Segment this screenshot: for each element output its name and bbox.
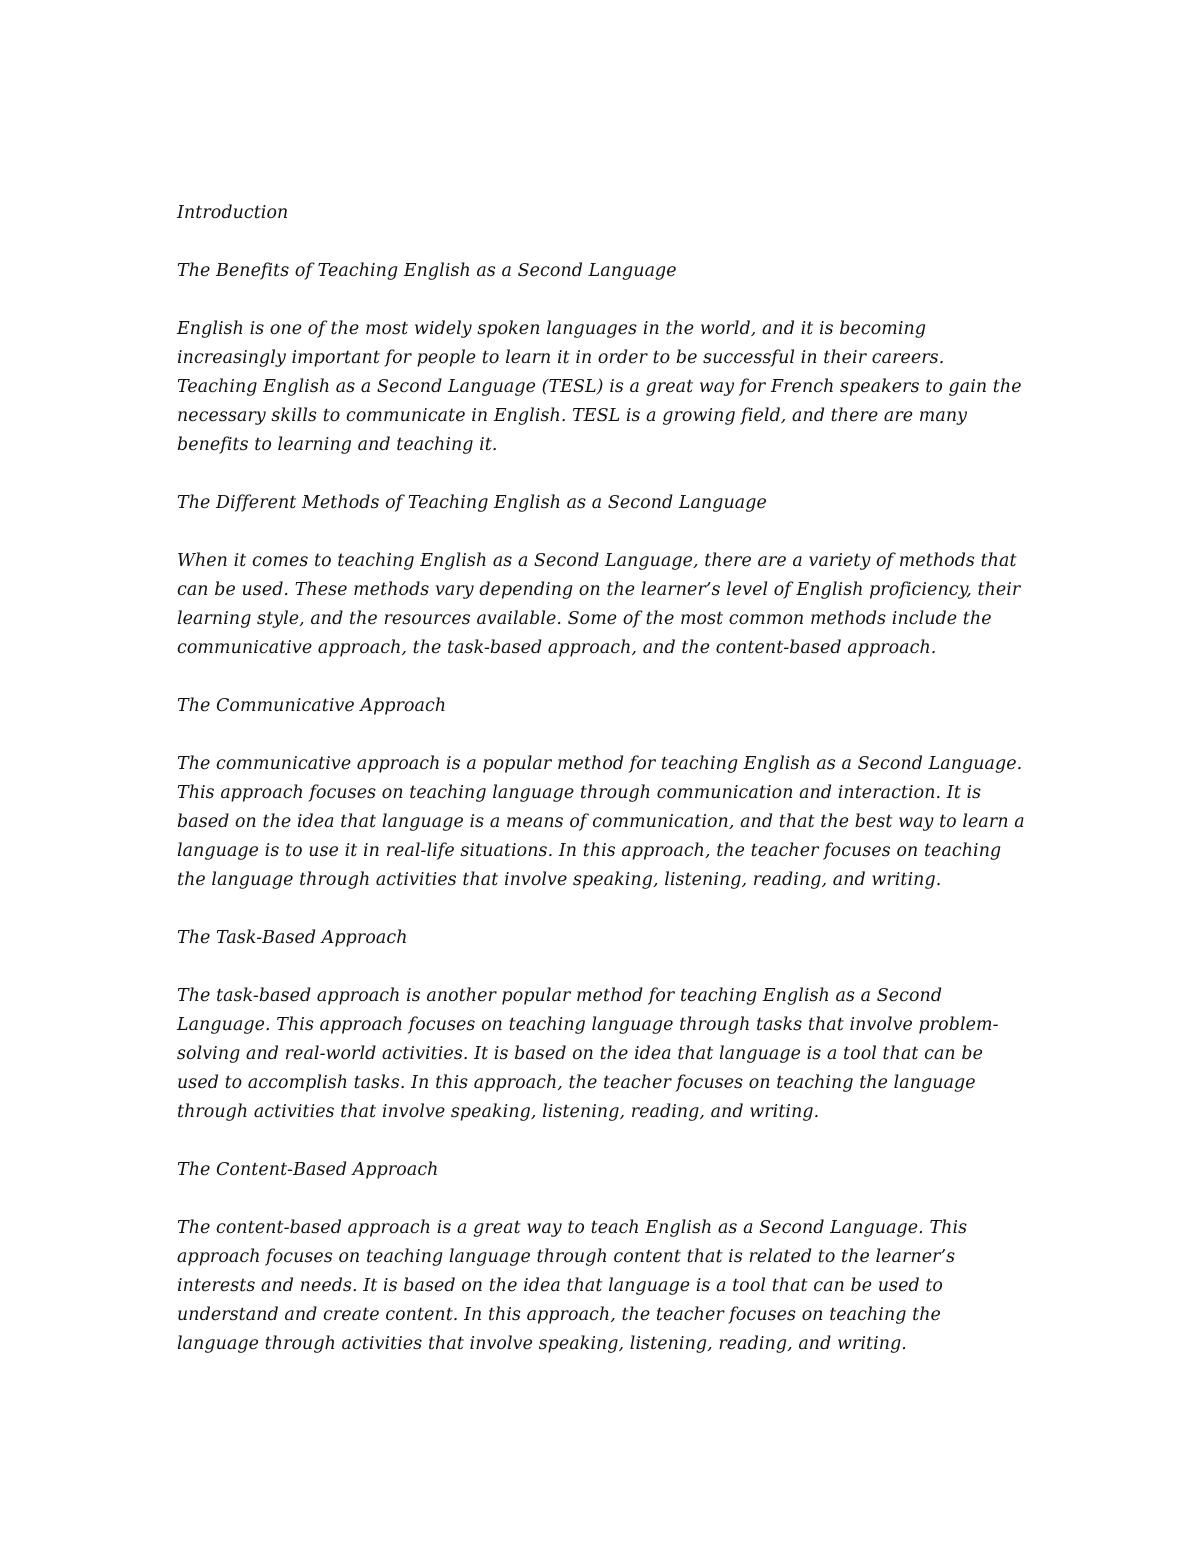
paragraph-different-methods: When it comes to teaching English as a Second Language, there are a variety of methods that can be used. These methods vary depending on the learner’s level of English proficiency, their learning style, and the resources available. Some of the most common methods include the communicative approach, the task-based approach, and the content-based approach. bbox=[177, 551, 1021, 658]
heading-introduction: Introduction bbox=[177, 203, 289, 223]
paragraph-content-based-approach: The content-based approach is a great way to teach English as a Second Language. This approach focuses on teaching language through content that is related to the learner’s interests and needs. It is based on the idea that language is a tool that can be used to understand and create content. In this approach, the teacher focuses on teaching the language through activities that involve speaking, listening, reading, and writing. bbox=[177, 1218, 968, 1354]
heading-task-based-approach: The Task-Based Approach bbox=[177, 928, 408, 948]
paragraph-task-based-approach: The task-based approach is another popular method for teaching English as a Second Language. This approach focuses on teaching language through tasks that involve problem-solving and real-world activities. It is based on the idea that language is a tool that can be used to accomplish tasks. In this approach, the teacher focuses on teaching the language through activities that involve speaking, listening, reading, and writing. bbox=[177, 986, 999, 1122]
paragraph-benefits: English is one of the most widely spoken languages in the world, and it is becoming increasingly important for people to learn it in order to be successful in their careers. Teaching English as a Second Language (TESL) is a great way for French speakers to gain the necessary skills to communicate in English. TESL is a growing field, and there are many benefits to learning and teaching it. bbox=[177, 319, 1022, 455]
heading-content-based-approach: The Content-Based Approach bbox=[177, 1160, 439, 1180]
paragraph-communicative-approach: The communicative approach is a popular method for teaching English as a Second Language. This approach focuses on teaching language through communication and interaction. It is based on the idea that language is a means of communication, and that the best way to learn a language is to use it in real-life situations. In this approach, the teacher focuses on teaching the language through activities that involve speaking, listening, reading, and writing. bbox=[177, 754, 1025, 890]
heading-benefits: The Benefits of Teaching English as a Second Language bbox=[177, 261, 677, 281]
document-body bbox=[177, 199, 1027, 1388]
heading-different-methods: The Different Methods of Teaching English as a Second Language bbox=[177, 493, 767, 513]
heading-communicative-approach: The Communicative Approach bbox=[177, 696, 447, 716]
